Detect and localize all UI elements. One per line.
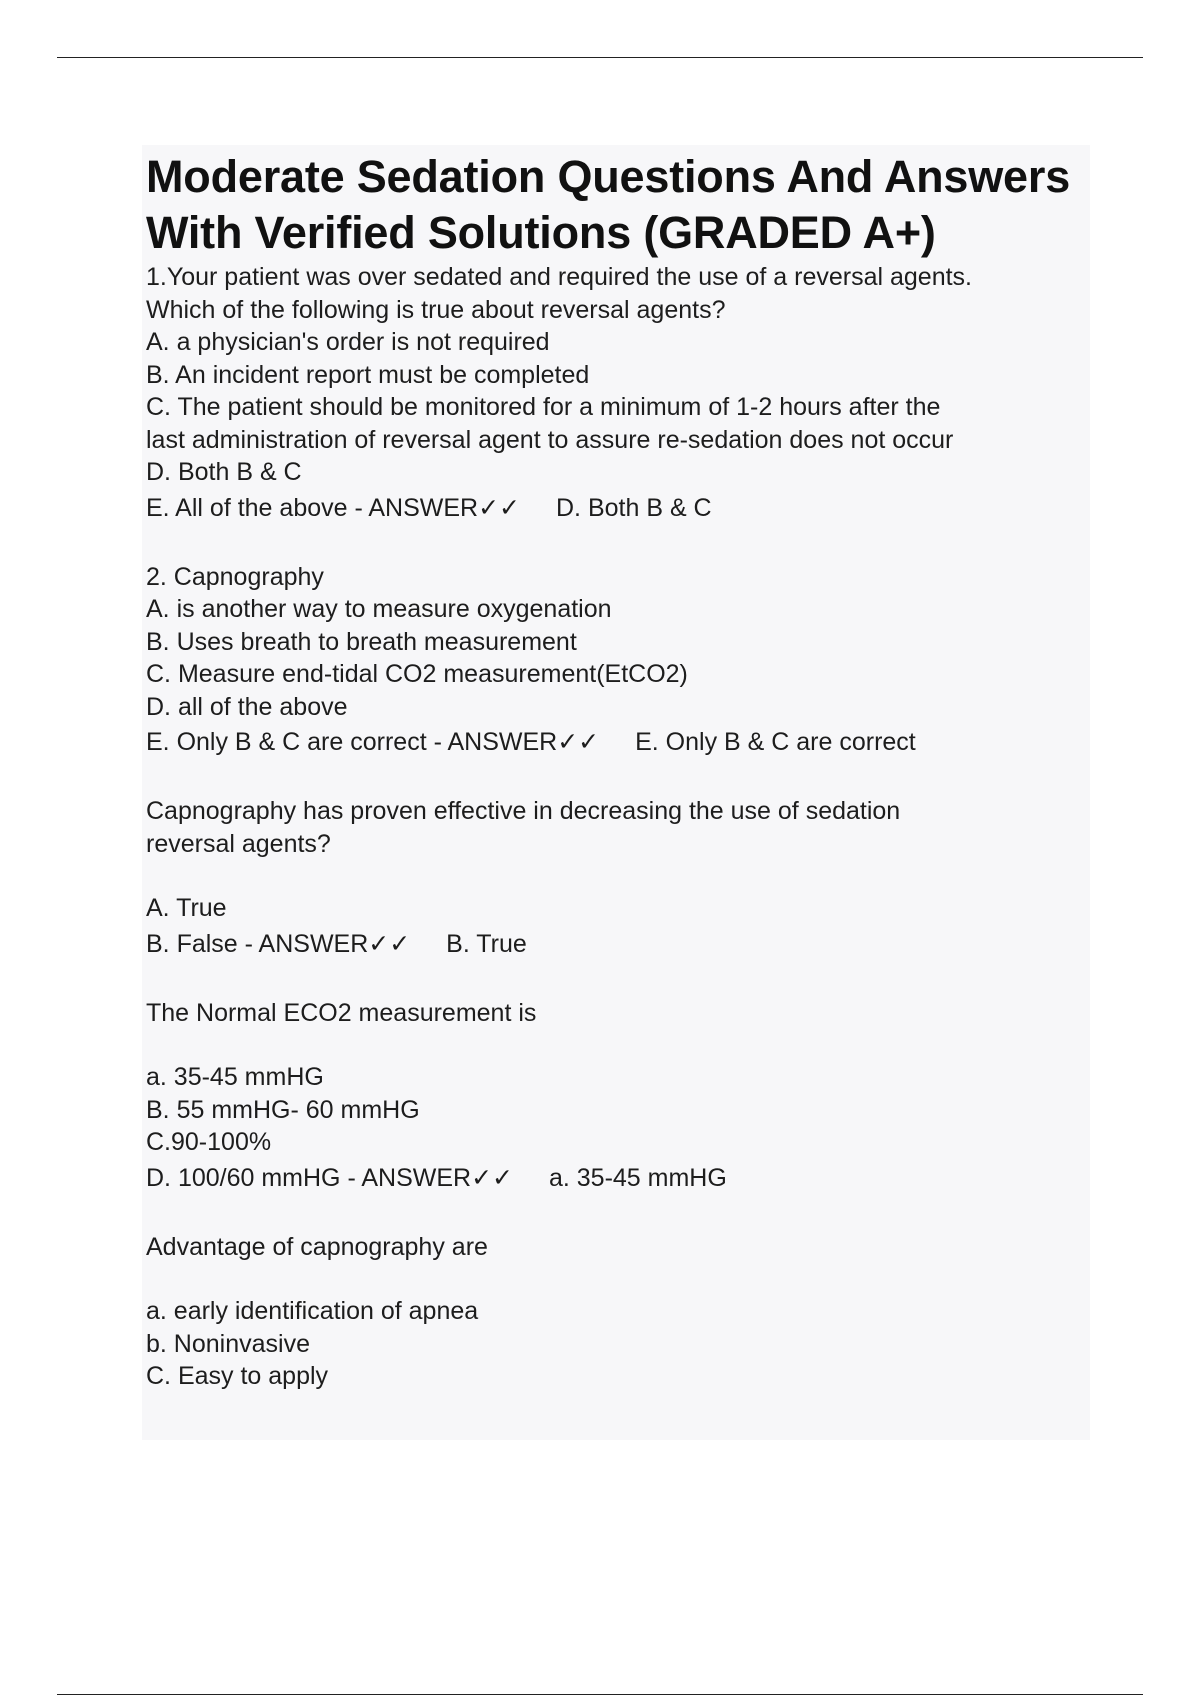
option: D. all of the above (146, 692, 348, 721)
option: A. a physician's order is not required (146, 328, 550, 356)
question-stem: 2. Capnography (146, 562, 324, 591)
question-stem: reversal agents? (146, 829, 331, 858)
answer-text: a. 35-45 mmHG (548, 1163, 727, 1192)
option: a. early identification of apnea (146, 1297, 479, 1325)
option: C.90-100% (146, 1128, 272, 1156)
spacer (146, 1029, 1090, 1061)
answer-row (146, 723, 1090, 761)
spacer (146, 761, 1090, 795)
question-2 (146, 561, 1090, 762)
question-stem: Which of the following is true about reversal agents? (146, 295, 726, 324)
question-stem: Capnography has proven effective in decreasing the use of sedation (146, 797, 901, 825)
option: A. is another way to measure oxygenation (146, 595, 612, 623)
document-title: Moderate Sedation Questions And Answers With Verified Solutions (GRADED A+) (146, 151, 1071, 258)
option: b. Noninvasive (146, 1329, 310, 1358)
answer-text: B. True (446, 929, 527, 958)
spacer (146, 963, 1090, 997)
option: a. 35-45 mmHG (146, 1063, 324, 1091)
option: E. All of the above - ANSWER✓✓ (146, 493, 520, 522)
answer-text: E. Only B & C are correct (635, 728, 916, 756)
question-3 (146, 795, 1090, 963)
option: C. Measure end-tidal CO2 measurement(EtCO2) (146, 660, 688, 688)
option: B. False - ANSWER✓✓ (146, 929, 411, 958)
answer-row (146, 925, 1090, 963)
footer-rule (57, 1694, 1143, 1695)
option: A. True (146, 894, 227, 922)
option: C. The patient should be monitored for a minimum of 1-2 hours after the (146, 393, 941, 421)
answer-row (146, 1159, 1090, 1197)
option: C. Easy to apply (146, 1362, 329, 1390)
option: D. 100/60 mmHG - ANSWER✓✓ (146, 1163, 513, 1192)
question-1 (146, 261, 1090, 527)
question-5 (146, 1231, 1090, 1393)
question-stem: The Normal ECO2 measurement is (146, 998, 537, 1027)
header-rule (57, 57, 1143, 58)
spacer (146, 1263, 1090, 1295)
answer-text: D. Both B & C (556, 493, 712, 522)
spacer (146, 527, 1090, 561)
answer-row (146, 489, 1090, 527)
spacer (146, 860, 1090, 892)
question-stem: Advantage of capnography are (146, 1232, 488, 1261)
spacer (146, 1197, 1090, 1231)
option: E. Only B & C are correct - ANSWER✓✓ (146, 728, 600, 756)
option: B. 55 mmHG- 60 mmHG (146, 1095, 420, 1124)
question-4 (146, 997, 1090, 1197)
option: B. Uses breath to breath measurement (146, 627, 577, 656)
question-stem: 1.Your patient was over sedated and required the use of a reversal agents. (146, 263, 973, 291)
option: D. Both B & C (146, 458, 302, 486)
option: last administration of reversal agent to assure re-sedation does not occur (146, 425, 954, 454)
document-body (142, 145, 1090, 1440)
option: B. An incident report must be completed (146, 360, 590, 389)
